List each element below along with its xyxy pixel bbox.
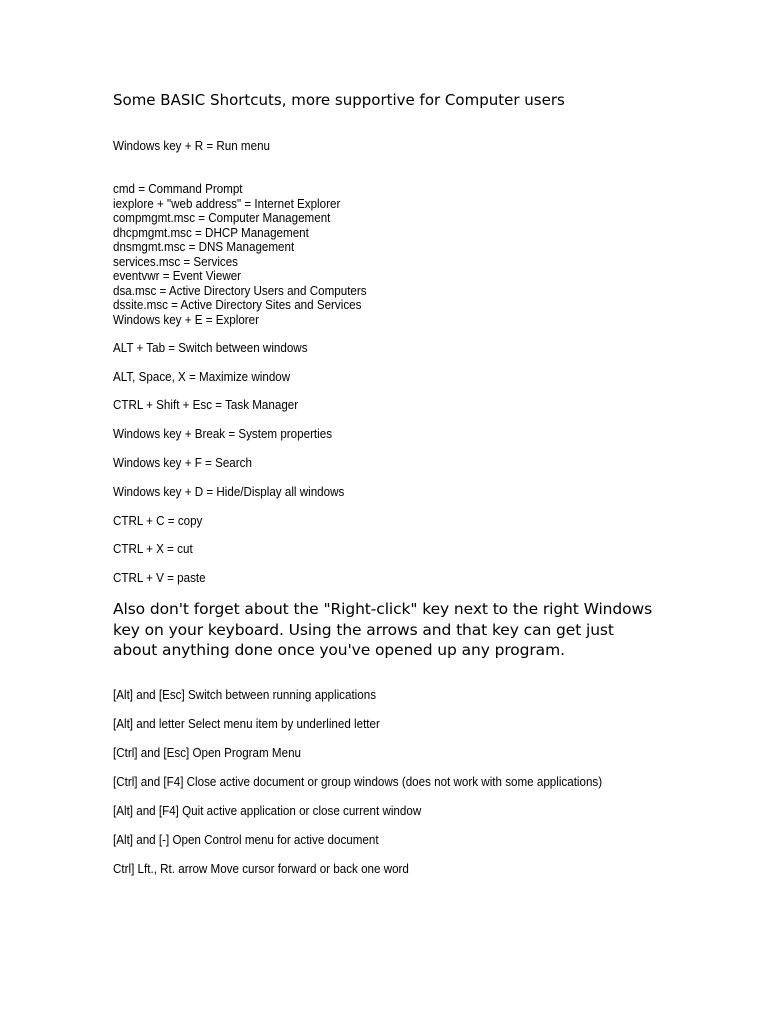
shortcut-line: CTRL + Shift + Esc = Task Manager (113, 398, 299, 412)
shortcut-line: CTRL + V = paste (113, 571, 206, 585)
right-click-note (113, 599, 673, 661)
command-line: dsa.msc = Active Directory Users and Computers (113, 283, 367, 298)
command-line: cmd = Command Prompt (113, 182, 243, 196)
command-line: Windows key + E = Explorer (113, 312, 260, 327)
command-line: iexplore + "web address" = Internet Explorer (113, 196, 341, 211)
run-menu-line: Windows key + R = Run menu (113, 139, 271, 153)
key-combo-line: [Alt] and [Esc] Switch between running applications (113, 688, 377, 702)
command-line: dhcpmgmt.msc = DHCP Management (113, 225, 309, 240)
command-line: dnsmgmt.msc = DNS Management (113, 240, 295, 254)
shortcut-line: ALT + Tab = Switch between windows (113, 341, 308, 355)
key-combo-line: [Ctrl] and [F4] Close active document or group windows (does not work with some applications) (113, 775, 603, 789)
key-combo-line: [Alt] and [F4] Quit active application or close current window (113, 804, 422, 818)
shortcut-line: CTRL + X = cut (113, 542, 193, 556)
note-line: about anything done once you've opened up any program. (113, 641, 565, 659)
key-combo-line: Ctrl] Lft., Rt. arrow Move cursor forward or back one word (113, 862, 409, 876)
shortcut-line: Windows key + F = Search (113, 456, 252, 470)
key-combo-line: [Ctrl] and [Esc] Open Program Menu (113, 746, 302, 760)
key-combo-line: [Alt] and letter Select menu item by underlined letter (113, 717, 380, 731)
command-line: dssite.msc = Active Directory Sites and Services (113, 298, 362, 312)
note-line: Also don't forget about the "Right-click" key next to the right Windows (113, 600, 653, 618)
shortcut-line: CTRL + C = copy (113, 514, 203, 528)
command-line: eventvwr = Event Viewer (113, 269, 242, 283)
command-line: compmgmt.msc = Computer Management (113, 211, 331, 225)
command-line: services.msc = Services (113, 254, 238, 269)
shortcut-line: ALT, Space, X = Maximize window (113, 370, 291, 384)
shortcut-line: Windows key + Break = System properties (113, 427, 333, 441)
key-combo-line: [Alt] and [-] Open Control menu for active document (113, 833, 379, 847)
note-line: key on your keyboard. Using the arrows and that key can get just (113, 620, 614, 639)
page-title: Some BASIC Shortcuts, more supportive for Computer users (113, 91, 565, 109)
shortcut-line: Windows key + D = Hide/Display all windows (113, 485, 345, 499)
